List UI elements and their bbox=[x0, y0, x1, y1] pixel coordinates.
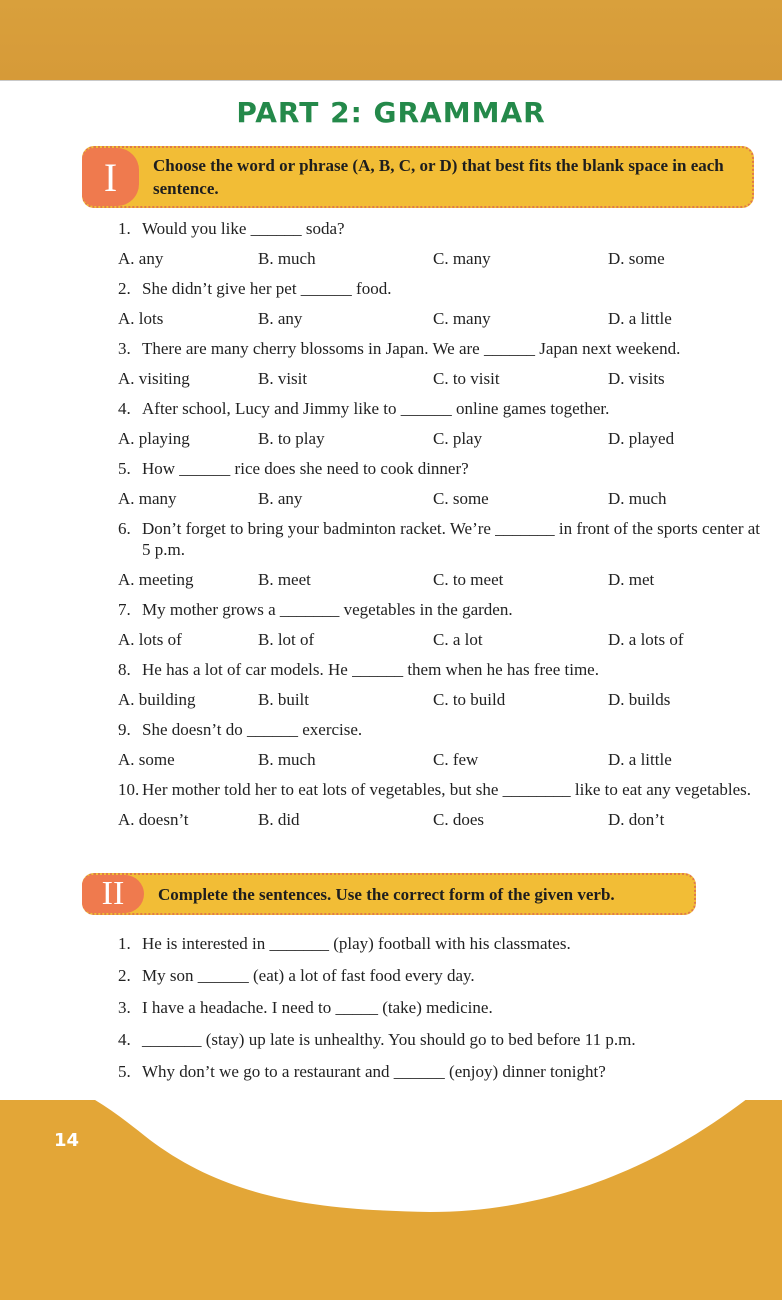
answer-option[interactable]: B. lot of bbox=[258, 630, 315, 649]
question bbox=[118, 518, 768, 560]
answer-option[interactable]: B. any bbox=[258, 309, 303, 328]
page-title: PART 2: GRAMMAR bbox=[236, 96, 546, 129]
question-number: 1. bbox=[118, 219, 131, 238]
answer-option[interactable]: A. some bbox=[118, 750, 175, 769]
question bbox=[118, 338, 768, 359]
answer-option[interactable]: D. don’t bbox=[608, 810, 665, 829]
question-text: My mother grows a _______ vegetables in the garden. bbox=[142, 600, 513, 619]
answer-option[interactable]: A. meeting bbox=[118, 570, 194, 589]
answer-options bbox=[118, 689, 768, 710]
answer-option[interactable]: A. any bbox=[118, 249, 164, 268]
answer-option[interactable]: D. a little bbox=[608, 309, 672, 328]
bottom-wave-decoration bbox=[0, 1100, 782, 1300]
exercise-item bbox=[118, 960, 636, 992]
item-text: Why don’t we go to a restaurant and ______ (enjoy) dinner tonight? bbox=[142, 1062, 606, 1081]
question bbox=[118, 218, 768, 239]
section-numeral: II bbox=[82, 875, 144, 913]
section-2-header bbox=[82, 873, 696, 915]
answer-option[interactable]: A. many bbox=[118, 489, 177, 508]
item-number: 3. bbox=[118, 998, 131, 1017]
answer-option[interactable]: C. many bbox=[433, 249, 491, 268]
answer-option[interactable]: D. met bbox=[608, 570, 655, 589]
question bbox=[118, 659, 768, 680]
question bbox=[118, 398, 768, 419]
question-text: Her mother told her to eat lots of vegetables, but she ________ like to eat any vegetables. bbox=[142, 780, 751, 799]
answer-options bbox=[118, 569, 768, 590]
answer-options bbox=[118, 248, 768, 269]
answer-options bbox=[118, 308, 768, 329]
item-number: 5. bbox=[118, 1062, 131, 1081]
answer-options bbox=[118, 809, 768, 830]
question-number: 4. bbox=[118, 399, 131, 418]
item-number: 4. bbox=[118, 1030, 131, 1049]
answer-option[interactable]: D. a lots of bbox=[608, 630, 684, 649]
item-text: I have a headache. I need to _____ (take) medicine. bbox=[142, 998, 493, 1017]
question-text: Don’t forget to bring your badminton racket. We’re _______ in front of the sports center at 5 p.m. bbox=[142, 519, 761, 559]
exercise-item bbox=[118, 992, 636, 1024]
answer-options bbox=[118, 488, 768, 509]
question-text: After school, Lucy and Jimmy like to ______ online games together. bbox=[142, 399, 610, 418]
answer-option[interactable]: A. playing bbox=[118, 429, 190, 448]
answer-option[interactable]: C. a lot bbox=[433, 630, 483, 649]
answer-option[interactable]: C. play bbox=[433, 429, 483, 448]
section-instruction: Choose the word or phrase (A, B, C, or D) that best fits the blank space in each sentence. bbox=[153, 156, 724, 198]
question-number: 2. bbox=[118, 279, 131, 298]
question-number: 3. bbox=[118, 339, 131, 358]
item-number: 2. bbox=[118, 966, 131, 985]
answer-options bbox=[118, 368, 768, 389]
answer-option[interactable]: C. many bbox=[433, 309, 491, 328]
question-text: How ______ rice does she need to cook dinner? bbox=[142, 459, 469, 478]
section-instruction: Complete the sentences. Use the correct form of the given verb. bbox=[158, 884, 615, 904]
question bbox=[118, 719, 768, 740]
answer-option[interactable]: D. played bbox=[608, 429, 675, 448]
answer-options bbox=[118, 749, 768, 770]
exercise-item bbox=[118, 1056, 636, 1088]
section-numeral: I bbox=[82, 148, 139, 206]
answer-option[interactable]: C. to build bbox=[433, 690, 506, 709]
item-text: He is interested in _______ (play) football with his classmates. bbox=[142, 934, 571, 953]
answer-option[interactable]: A. lots of bbox=[118, 630, 182, 649]
question-number: 9. bbox=[118, 720, 131, 739]
question bbox=[118, 599, 768, 620]
item-text: _______ (stay) up late is unhealthy. You should go to bed before 11 p.m. bbox=[142, 1030, 636, 1049]
answer-option[interactable]: A. doesn’t bbox=[118, 810, 189, 829]
item-text: My son ______ (eat) a lot of fast food every day. bbox=[142, 966, 475, 985]
question-text: She doesn’t do ______ exercise. bbox=[142, 720, 363, 739]
answer-option[interactable]: D. much bbox=[608, 489, 667, 508]
answer-option[interactable]: C. some bbox=[433, 489, 489, 508]
answer-option[interactable]: A. visiting bbox=[118, 369, 190, 388]
answer-option[interactable]: C. few bbox=[433, 750, 479, 769]
question-text: There are many cherry blossoms in Japan. We are ______ Japan next weekend. bbox=[142, 339, 681, 358]
answer-option[interactable]: D. a little bbox=[608, 750, 672, 769]
question bbox=[118, 278, 768, 299]
answer-option[interactable]: B. did bbox=[258, 810, 300, 829]
question-number: 6. bbox=[118, 519, 131, 538]
exercise-item bbox=[118, 928, 636, 960]
answer-option[interactable]: B. much bbox=[258, 249, 316, 268]
answer-option[interactable]: A. building bbox=[118, 690, 196, 709]
answer-option[interactable]: C. to visit bbox=[433, 369, 500, 388]
answer-options bbox=[118, 428, 768, 449]
question bbox=[118, 779, 768, 800]
answer-option[interactable]: B. built bbox=[258, 690, 310, 709]
question-number: 8. bbox=[118, 660, 131, 679]
answer-option[interactable]: D. visits bbox=[608, 369, 665, 388]
answer-option[interactable]: D. some bbox=[608, 249, 665, 268]
question-text: She didn’t give her pet ______ food. bbox=[142, 279, 392, 298]
answer-option[interactable]: C. to meet bbox=[433, 570, 504, 589]
answer-option[interactable]: D. builds bbox=[608, 690, 671, 709]
question-text: He has a lot of car models. He ______ them when he has free time. bbox=[142, 660, 599, 679]
answer-option[interactable]: B. to play bbox=[258, 429, 325, 448]
question-number: 7. bbox=[118, 600, 131, 619]
answer-option[interactable]: B. any bbox=[258, 489, 303, 508]
exercise-item bbox=[118, 1024, 636, 1056]
exercise-list bbox=[118, 928, 636, 1088]
top-banner bbox=[0, 0, 782, 81]
section-1-header bbox=[82, 146, 754, 208]
page-number: 14 bbox=[54, 1130, 80, 1151]
answer-option[interactable]: B. visit bbox=[258, 369, 308, 388]
item-number: 1. bbox=[118, 934, 131, 953]
question bbox=[118, 458, 768, 479]
question-text: Would you like ______ soda? bbox=[142, 219, 345, 238]
answer-options bbox=[118, 629, 768, 650]
question-number: 10. bbox=[118, 780, 140, 799]
question-number: 5. bbox=[118, 459, 131, 478]
question-list bbox=[118, 209, 768, 830]
answer-option[interactable]: A. lots bbox=[118, 309, 164, 328]
answer-option[interactable]: B. much bbox=[258, 750, 316, 769]
answer-option[interactable]: C. does bbox=[433, 810, 484, 829]
answer-option[interactable]: B. meet bbox=[258, 570, 311, 589]
